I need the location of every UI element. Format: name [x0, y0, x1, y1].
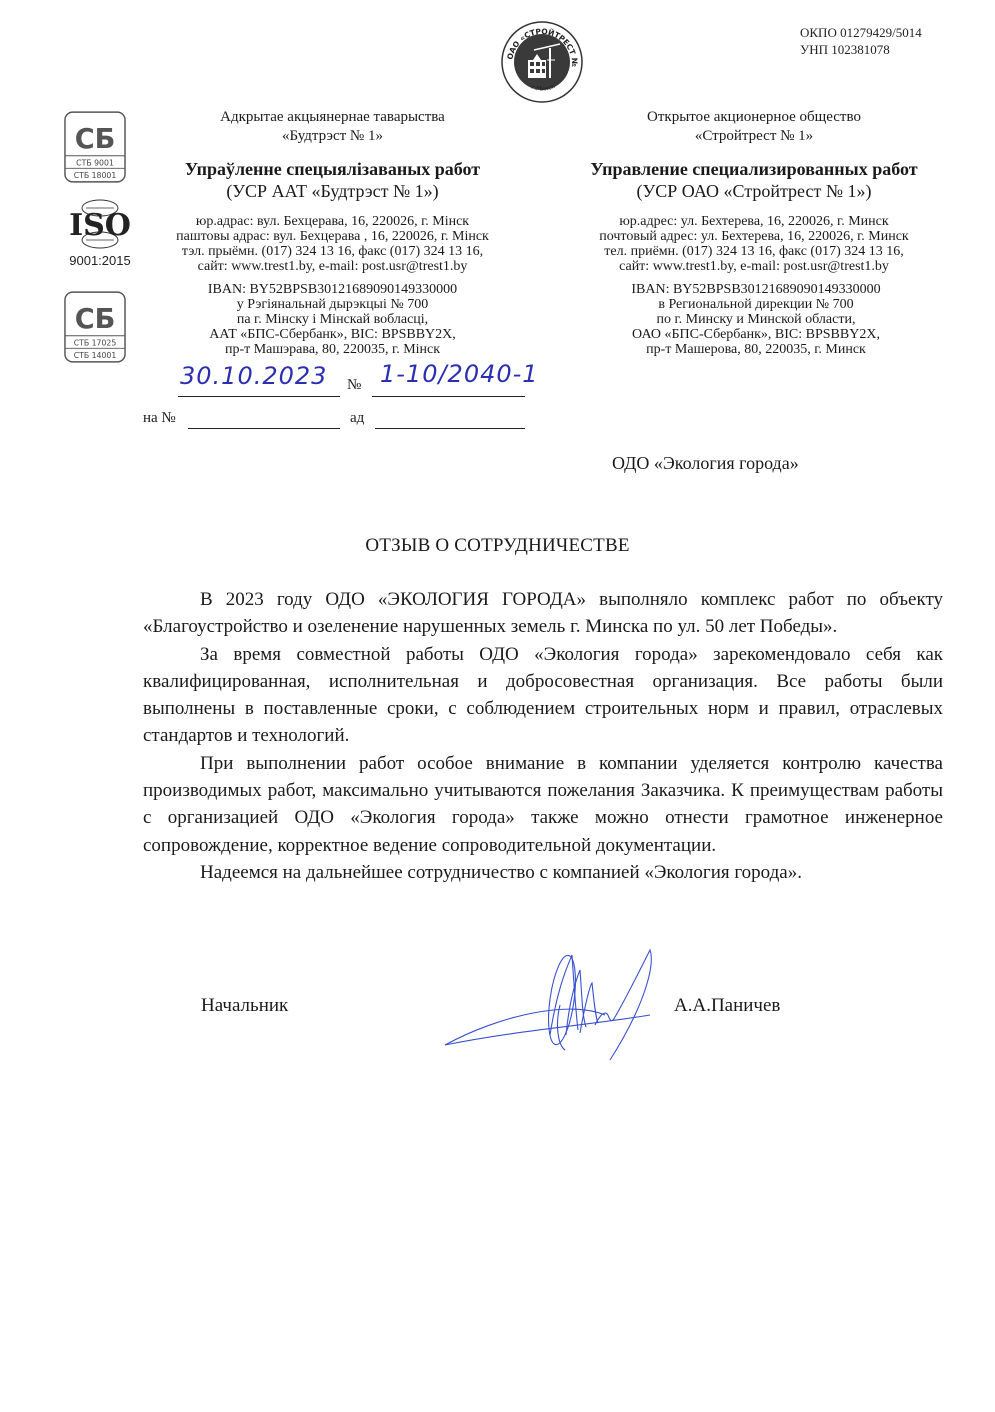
bank-line: по г. Минску и Минской области,	[656, 312, 856, 327]
seal-icon	[500, 20, 584, 104]
address-line: паштовы адрас: вул. Бехцерава , 16, 220026, г. Мінск	[176, 229, 489, 244]
outgoing-date: 30.10.2023	[180, 362, 328, 390]
org-parent: «Стройтрест № 1»	[694, 128, 814, 144]
address-line: тэл. прыёмн. (017) 324 13 16, факс (017) 324 13 16,	[181, 244, 484, 259]
bank-line: па г. Мінску і Мінскай вобласці,	[236, 312, 429, 327]
address-line: тел. приёмн. (017) 324 13 16, факс (017) 324 13 16,	[604, 244, 904, 259]
unp-code: УНП 102381078	[800, 42, 890, 57]
address-line: почтовый адрес: ул. Бехтерева, 16, 220026, г. Минск	[599, 229, 909, 244]
certification-stb-2	[64, 290, 126, 369]
bank-line: в Региональной дирекции № 700	[658, 297, 854, 312]
org-name: Управление специализированных работ	[590, 159, 918, 179]
org-type: Открытое акционерное общество	[647, 109, 861, 125]
certification-iso	[62, 198, 138, 268]
number-label: №	[347, 377, 362, 393]
address-line: юр.адрас: вул. Бехцерава, 16, 220026, г. Мінск	[195, 214, 470, 229]
seal-text-top: ОАО «СТРОЙТРЕСТ №	[505, 26, 580, 67]
seal-text-bottom: г.Минск	[530, 82, 557, 93]
bank-line: ОАО «БПС-Сбербанк», BIC: BPSBBY2X,	[632, 327, 880, 342]
outgoing-number: 1-10/2040-1	[380, 360, 539, 388]
reply-number-field	[188, 428, 340, 429]
paragraph: В 2023 году ОДО «ЭКОЛОГИЯ ГОРОДА» выполняло комплекс работ по объекту «Благоустройство и озеленение нарушенных земель г. Минска по ул. 50 лет Победы».	[143, 589, 943, 638]
paragraph: При выполнении работ особое внимание в компании уделяется контролю качества производимых работ, максимально учитываются пожелания Заказчика. К преимуществам работы с организацией ОДО «Экология города» также можно отнести грамотное инженерное сопровождение, корректное ведение сопроводительной документации.	[143, 752, 943, 856]
recipient: ОДО «Экология города»	[612, 453, 799, 473]
cert-line: СТБ 18001	[73, 171, 117, 180]
bank-line: ААТ «БПС-Сбербанк», BIC: BPSBBY2X,	[209, 327, 456, 342]
certification-stb-1	[64, 110, 126, 189]
bank-line: пр-т Машерова, 80, 220035, г. Минск	[646, 342, 866, 357]
signatory-role: Начальник	[201, 995, 289, 1016]
org-parent: «Будтрэст № 1»	[281, 128, 383, 144]
bank-details-right	[560, 282, 952, 357]
svg-text:СБ: СБ	[74, 303, 116, 335]
address-line: сайт: www.trest1.by, e-mail: post.usr@trest1.by	[197, 259, 468, 274]
paragraph: За время совместной работы ОДО «Экология города» зарекомендовало себя как квалифицированная, исполнительная и добросовестная организация. Все работы были выполнены в поставленные сроки, с соблюдением строительных норм и правил, отраслевых стандартов и технологий.	[143, 643, 943, 747]
bank-details-left	[140, 282, 525, 357]
svg-text:СБ: СБ	[74, 123, 116, 155]
iso-globe-icon	[62, 198, 138, 250]
signatory-name: А.А.Паничев	[674, 995, 781, 1016]
number-underline	[372, 396, 525, 397]
date-underline	[178, 396, 340, 397]
iso-standard: 9001:2015	[69, 253, 131, 268]
handwritten-signature	[440, 945, 670, 1065]
document-title: ОТЗЫВ О СОТРУДНИЧЕСТВЕ	[365, 535, 630, 556]
reply-to-label: на №	[143, 410, 176, 426]
stb-cert-icon	[64, 290, 126, 364]
org-type: Адкрытае акцыянернае таварыства	[220, 109, 445, 125]
org-short-name: (УСР ААТ «Будтрэст № 1»)	[226, 181, 439, 201]
company-seal-logo	[500, 20, 584, 104]
bank-line: у Рэгіянальнай дырэкцыі № 700	[236, 297, 429, 312]
org-name: Упраўленне спецыялізаваных работ	[184, 159, 481, 179]
cert-line: СТБ 9001	[76, 158, 114, 168]
stb-cert-icon	[64, 110, 126, 184]
letterhead-left	[140, 108, 525, 274]
letter-body	[143, 586, 943, 886]
from-label: ад	[350, 410, 365, 426]
paragraph: Надеемся на дальнейшее сотрудничество с компанией «Экология города».	[200, 861, 802, 883]
cert-line: СТБ 14001	[73, 351, 117, 360]
org-address	[140, 214, 525, 274]
letterhead-right	[558, 108, 950, 274]
org-short-name: (УСР ОАО «Стройтрест № 1»)	[636, 181, 872, 201]
iso-logo-text: ISO	[69, 208, 131, 243]
bank-line: IBAN: BY52BPSB30121689090149330000	[631, 282, 881, 297]
address-line: юр.адрес: ул. Бехтерева, 16, 220026, г. Минск	[619, 214, 889, 229]
bank-line: IBAN: BY52BPSB30121689090149330000	[207, 282, 458, 297]
from-date-field	[375, 428, 525, 429]
registry-codes	[800, 24, 922, 58]
okpo-code: ОКПО 01279429/5014	[800, 25, 922, 40]
org-address	[558, 214, 950, 274]
bank-line: пр-т Машэрава, 80, 220035, г. Мінск	[224, 342, 441, 357]
cert-line: СТБ 17025	[73, 338, 117, 348]
signature-icon	[440, 945, 670, 1065]
address-line: сайт: www.trest1.by, e-mail: post.usr@trest1.by	[619, 259, 889, 274]
